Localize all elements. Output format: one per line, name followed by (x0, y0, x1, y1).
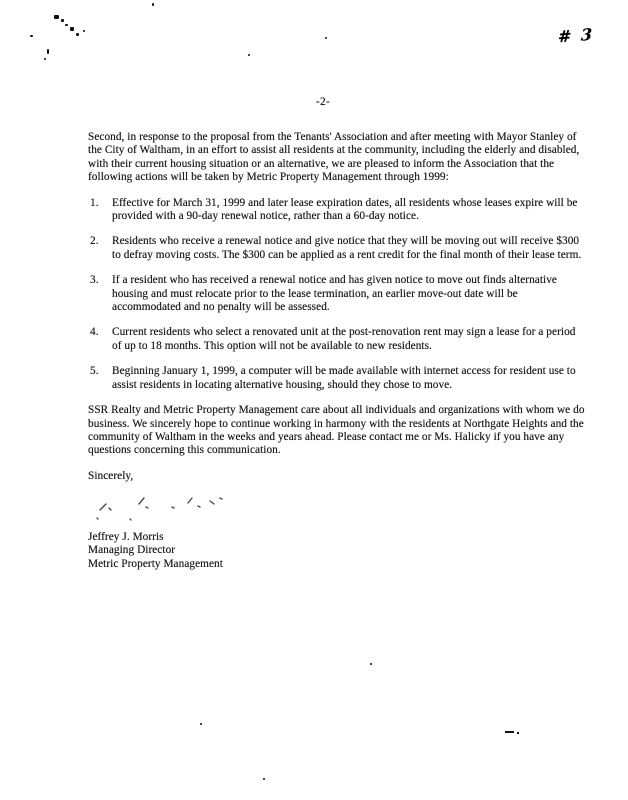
list-item-1 (88, 197, 587, 224)
list-item-3 (88, 274, 587, 314)
scan-speckle (152, 3, 154, 6)
scan-speckle (200, 723, 202, 725)
list-number: 2. (90, 235, 99, 248)
scan-speckle (47, 49, 49, 54)
letter-body (88, 131, 587, 571)
scan-speckle (370, 663, 372, 665)
list-number: 3. (90, 274, 99, 287)
scan-speckle (65, 24, 68, 26)
scan-speckle (263, 778, 265, 780)
valediction: Sincerely, (88, 469, 134, 482)
scan-dash-dot (517, 732, 519, 734)
scan-dash-mark (505, 731, 514, 733)
closing-paragraph: SSR Realty and Metric Property Management care about all individuals and organizations with whom we do business. We sincerely hope to continue working in harmony with the residents at Northgate Heights and the community of Waltham in the weeks and years ahead. Please contact me or Ms. Halicky if you have any questions concerning this communication. (88, 404, 585, 457)
intro-paragraph: Second, in response to the proposal from the Tenants' Association and after meeting with Mayor Stanley of the City of Waltham, in an effort to assist all residents at the community, including the elderly and disabled, with their current housing situation or an alternative, we are pleased to inform the Association that the following actions will be taken by Metric Property Management through 1999: (88, 131, 580, 184)
list-text: Effective for March 31, 1999 and later lease expiration dates, all residents whose leases expire will be provided with a 90-day renewal notice, rather than a 60-day notice. (112, 196, 578, 223)
list-number: 1. (90, 196, 99, 209)
list-number: 5. (90, 365, 99, 378)
page-number: -2- (315, 96, 331, 108)
list-text: Residents who receive a renewal notice and give notice that they will be moving out will receive $300 to defray moving costs. The $300 can be applied as a rent credit for the final month of their lease term. (112, 235, 582, 261)
signature-title: Managing Director (88, 544, 176, 557)
signature-block (88, 531, 587, 571)
scan-speckle (83, 30, 85, 32)
signature-company: Metric Property Management (88, 557, 223, 570)
list-number: 4. (90, 326, 99, 339)
list-item-2 (88, 235, 587, 262)
scan-speckle (44, 58, 46, 60)
scan-speckle (76, 33, 79, 36)
scan-speckle (70, 27, 74, 31)
list-item-5 (88, 365, 587, 392)
scan-speckle (61, 19, 64, 22)
signature-mark (92, 495, 587, 521)
list-item-4 (88, 326, 587, 353)
list-text: Beginning January 1, 1999, a computer will be made available with internet access for resident use to assist residents in locating alternative housing, should they chose to move. (112, 365, 576, 391)
signature-squiggle-icon (92, 495, 252, 521)
scan-speckle (325, 37, 327, 39)
list-text: Current residents who select a renovated unit at the post-renovation rent may sign a lease for a period of up to 18 months. This option will not be available to new residents. (112, 326, 576, 352)
signature-name: Jeffrey J. Morris (88, 531, 164, 544)
list-text: If a resident who has received a renewal notice and has given notice to move out finds alternative housing and must relocate prior to the lease termination, an earlier move-out date will be accommodated and no penalty will be assessed. (112, 274, 557, 314)
scan-speckle (30, 35, 33, 37)
scan-speckle (54, 15, 59, 19)
handwritten-annotation: # 3 (557, 24, 595, 47)
scan-speckle (248, 54, 250, 56)
